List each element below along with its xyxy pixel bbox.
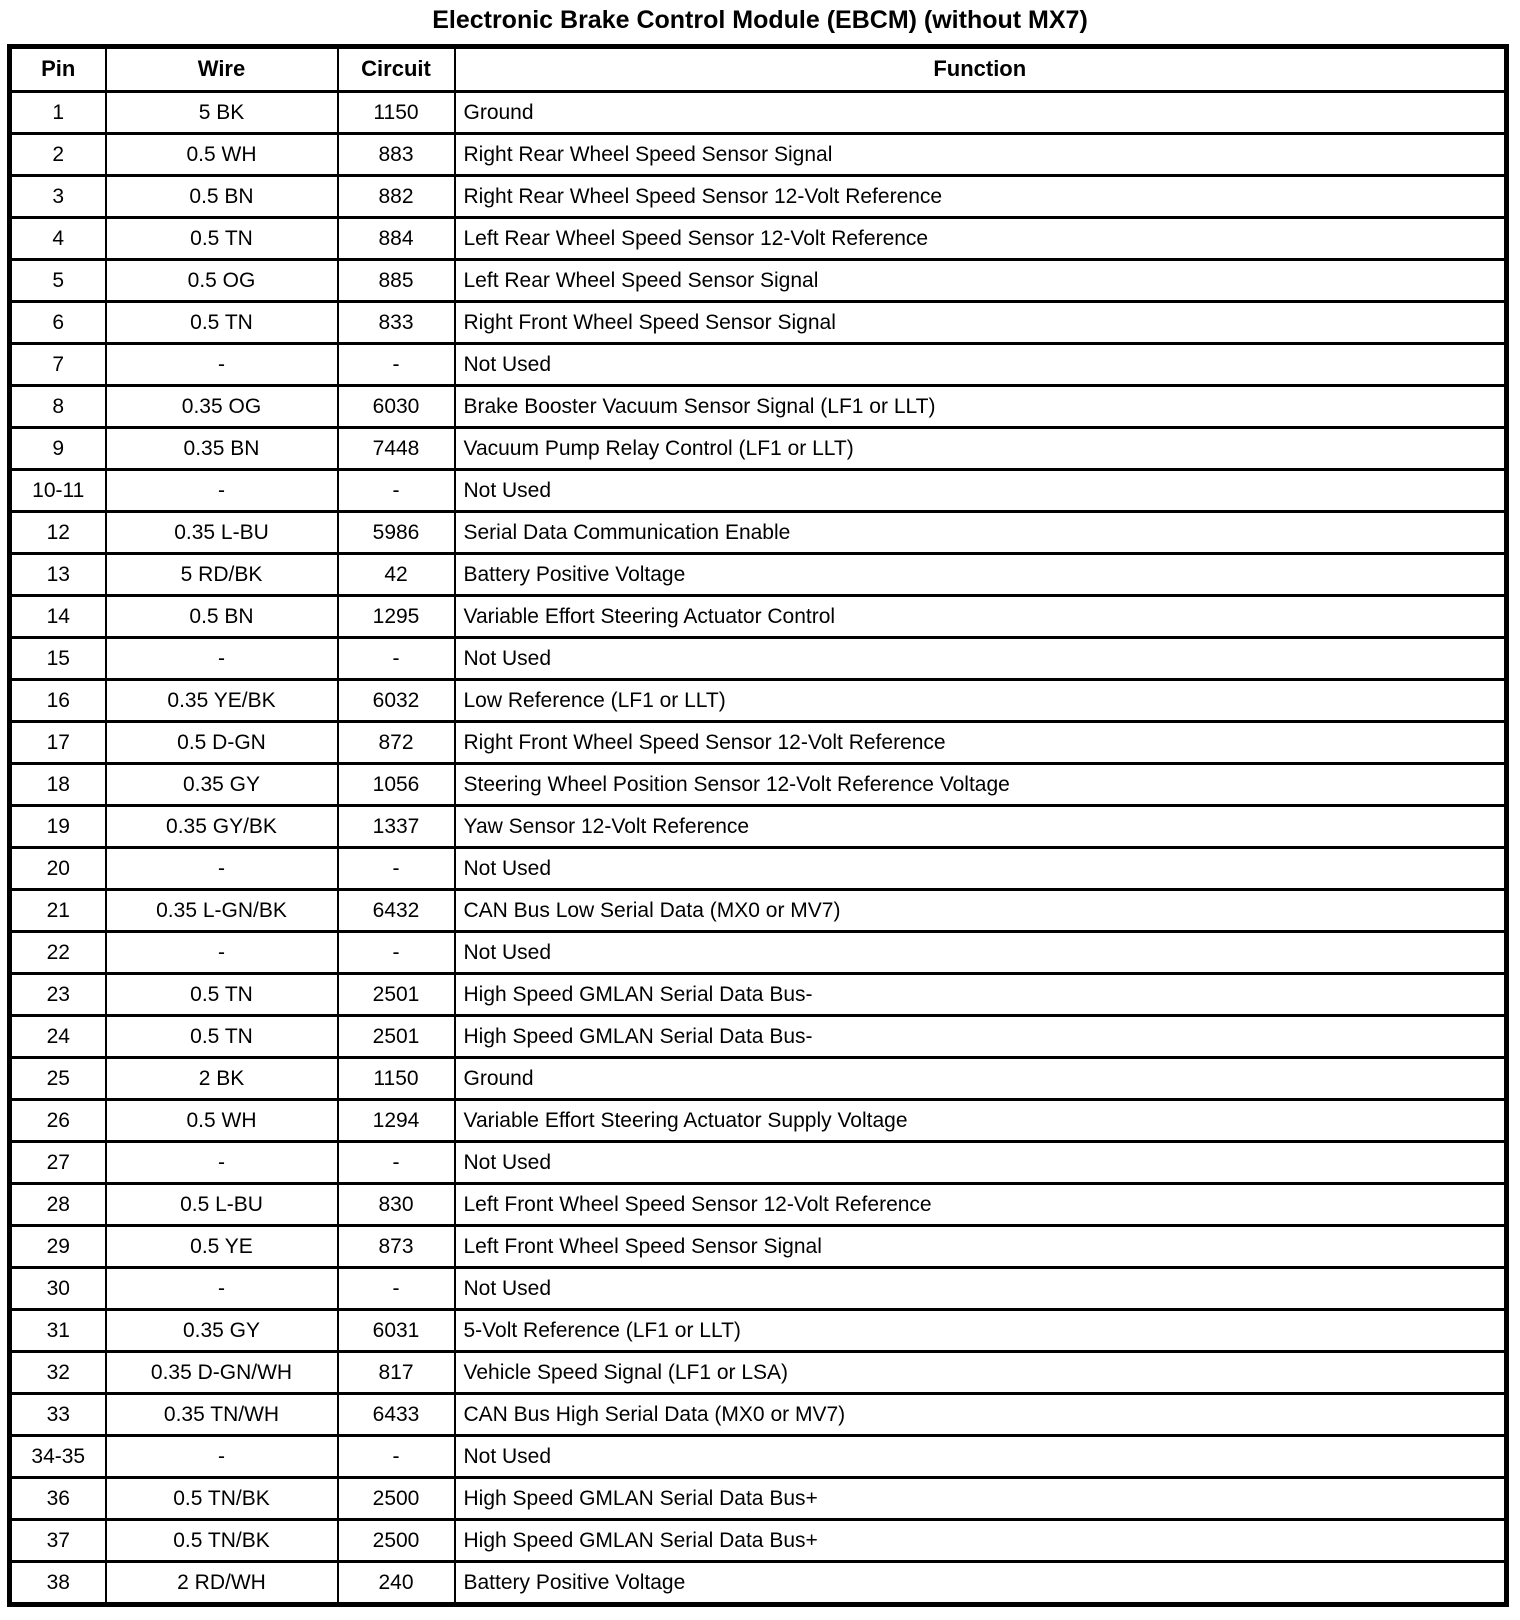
cell-pin: 10-11 — [10, 470, 106, 512]
cell-pin: 9 — [10, 428, 106, 470]
cell-circuit: 240 — [338, 1562, 455, 1605]
cell-wire: 0.35 YE/BK — [106, 680, 338, 722]
column-header-circuit: Circuit — [338, 47, 455, 92]
table-row — [10, 1436, 1507, 1478]
cell-pin: 31 — [10, 1310, 106, 1352]
cell-pin: 6 — [10, 302, 106, 344]
cell-pin: 16 — [10, 680, 106, 722]
table-row — [10, 974, 1507, 1016]
table-row — [10, 1562, 1507, 1605]
cell-function: High Speed GMLAN Serial Data Bus+ — [455, 1520, 1507, 1562]
cell-circuit: 833 — [338, 302, 455, 344]
cell-pin: 30 — [10, 1268, 106, 1310]
cell-wire: 0.35 TN/WH — [106, 1394, 338, 1436]
cell-circuit: - — [338, 1142, 455, 1184]
cell-wire: 0.35 GY — [106, 764, 338, 806]
cell-pin: 23 — [10, 974, 106, 1016]
cell-wire: - — [106, 470, 338, 512]
cell-pin: 4 — [10, 218, 106, 260]
table-row — [10, 1520, 1507, 1562]
table-row — [10, 302, 1507, 344]
table-row — [10, 1352, 1507, 1394]
cell-wire: 5 BK — [106, 92, 338, 134]
cell-pin: 8 — [10, 386, 106, 428]
cell-pin: 21 — [10, 890, 106, 932]
cell-circuit: 6030 — [338, 386, 455, 428]
cell-circuit: 883 — [338, 134, 455, 176]
cell-wire: 0.5 TN — [106, 1016, 338, 1058]
cell-circuit: - — [338, 344, 455, 386]
cell-wire: - — [106, 932, 338, 974]
cell-circuit: 884 — [338, 218, 455, 260]
cell-circuit: - — [338, 848, 455, 890]
cell-pin: 15 — [10, 638, 106, 680]
cell-circuit: 2500 — [338, 1520, 455, 1562]
table-row — [10, 932, 1507, 974]
cell-wire: - — [106, 344, 338, 386]
cell-wire: 0.5 TN/BK — [106, 1520, 338, 1562]
table-row — [10, 1016, 1507, 1058]
cell-function: Left Front Wheel Speed Sensor Signal — [455, 1226, 1507, 1268]
table-row — [10, 176, 1507, 218]
cell-wire: 2 RD/WH — [106, 1562, 338, 1605]
cell-function: High Speed GMLAN Serial Data Bus- — [455, 974, 1507, 1016]
cell-pin: 27 — [10, 1142, 106, 1184]
cell-function: Not Used — [455, 344, 1507, 386]
cell-function: Brake Booster Vacuum Sensor Signal (LF1 or LLT) — [455, 386, 1507, 428]
cell-pin: 14 — [10, 596, 106, 638]
cell-function: Left Front Wheel Speed Sensor 12-Volt Reference — [455, 1184, 1507, 1226]
cell-wire: 0.5 OG — [106, 260, 338, 302]
cell-pin: 12 — [10, 512, 106, 554]
cell-pin: 3 — [10, 176, 106, 218]
table-row — [10, 428, 1507, 470]
cell-function: Not Used — [455, 638, 1507, 680]
table-row — [10, 1184, 1507, 1226]
cell-pin: 29 — [10, 1226, 106, 1268]
cell-function: Left Rear Wheel Speed Sensor 12-Volt Reference — [455, 218, 1507, 260]
cell-pin: 34-35 — [10, 1436, 106, 1478]
cell-pin: 5 — [10, 260, 106, 302]
cell-function: Right Front Wheel Speed Sensor 12-Volt Reference — [455, 722, 1507, 764]
cell-function: Steering Wheel Position Sensor 12-Volt Reference Voltage — [455, 764, 1507, 806]
cell-function: Not Used — [455, 848, 1507, 890]
cell-circuit: 817 — [338, 1352, 455, 1394]
cell-circuit: 873 — [338, 1226, 455, 1268]
cell-function: 5-Volt Reference (LF1 or LLT) — [455, 1310, 1507, 1352]
cell-function: Ground — [455, 92, 1507, 134]
cell-function: Not Used — [455, 1142, 1507, 1184]
table-row — [10, 344, 1507, 386]
table-row — [10, 1142, 1507, 1184]
cell-function: Right Rear Wheel Speed Sensor 12-Volt Reference — [455, 176, 1507, 218]
cell-pin: 20 — [10, 848, 106, 890]
cell-wire: 0.5 YE — [106, 1226, 338, 1268]
cell-circuit: 885 — [338, 260, 455, 302]
cell-function: Variable Effort Steering Actuator Supply Voltage — [455, 1100, 1507, 1142]
cell-wire: 0.5 TN — [106, 974, 338, 1016]
table-row — [10, 1478, 1507, 1520]
cell-wire: 0.35 BN — [106, 428, 338, 470]
cell-function: Right Rear Wheel Speed Sensor Signal — [455, 134, 1507, 176]
cell-circuit: 6032 — [338, 680, 455, 722]
cell-function: Yaw Sensor 12-Volt Reference — [455, 806, 1507, 848]
cell-function: Right Front Wheel Speed Sensor Signal — [455, 302, 1507, 344]
cell-circuit: 2500 — [338, 1478, 455, 1520]
column-header-pin: Pin — [10, 47, 106, 92]
column-header-wire: Wire — [106, 47, 338, 92]
cell-wire: 0.5 TN — [106, 302, 338, 344]
cell-wire: 0.5 L-BU — [106, 1184, 338, 1226]
cell-wire: 0.5 BN — [106, 176, 338, 218]
cell-function: Not Used — [455, 1436, 1507, 1478]
cell-pin: 33 — [10, 1394, 106, 1436]
table-row — [10, 806, 1507, 848]
cell-circuit: 1295 — [338, 596, 455, 638]
cell-wire: 0.5 TN/BK — [106, 1478, 338, 1520]
table-body — [10, 92, 1507, 1605]
table-row — [10, 1058, 1507, 1100]
cell-wire: 2 BK — [106, 1058, 338, 1100]
cell-wire: 0.35 GY/BK — [106, 806, 338, 848]
cell-function: Low Reference (LF1 or LLT) — [455, 680, 1507, 722]
cell-pin: 1 — [10, 92, 106, 134]
cell-wire: 0.35 L-GN/BK — [106, 890, 338, 932]
table-row — [10, 848, 1507, 890]
table-row — [10, 386, 1507, 428]
cell-pin: 7 — [10, 344, 106, 386]
cell-circuit: 1294 — [338, 1100, 455, 1142]
cell-function: High Speed GMLAN Serial Data Bus- — [455, 1016, 1507, 1058]
table-row — [10, 512, 1507, 554]
cell-function: Vacuum Pump Relay Control (LF1 or LLT) — [455, 428, 1507, 470]
cell-pin: 26 — [10, 1100, 106, 1142]
cell-wire: 0.5 D-GN — [106, 722, 338, 764]
table-row — [10, 554, 1507, 596]
cell-wire: 0.5 WH — [106, 134, 338, 176]
cell-pin: 37 — [10, 1520, 106, 1562]
cell-wire: 5 RD/BK — [106, 554, 338, 596]
cell-pin: 25 — [10, 1058, 106, 1100]
pinout-table — [7, 44, 1509, 1607]
cell-wire: 0.5 TN — [106, 218, 338, 260]
cell-circuit: 6031 — [338, 1310, 455, 1352]
cell-circuit: - — [338, 1268, 455, 1310]
cell-circuit: 6433 — [338, 1394, 455, 1436]
cell-wire: - — [106, 848, 338, 890]
cell-pin: 19 — [10, 806, 106, 848]
header-row — [10, 47, 1507, 92]
cell-pin: 2 — [10, 134, 106, 176]
cell-wire: 0.5 BN — [106, 596, 338, 638]
cell-function: Not Used — [455, 470, 1507, 512]
cell-circuit: 1150 — [338, 1058, 455, 1100]
cell-wire: - — [106, 638, 338, 680]
cell-function: Vehicle Speed Signal (LF1 or LSA) — [455, 1352, 1507, 1394]
table-row — [10, 1310, 1507, 1352]
cell-function: High Speed GMLAN Serial Data Bus+ — [455, 1478, 1507, 1520]
cell-function: CAN Bus Low Serial Data (MX0 or MV7) — [455, 890, 1507, 932]
table-row — [10, 680, 1507, 722]
table-row — [10, 470, 1507, 512]
table-row — [10, 134, 1507, 176]
cell-circuit: 5986 — [338, 512, 455, 554]
table-row — [10, 1226, 1507, 1268]
cell-function: Not Used — [455, 932, 1507, 974]
cell-circuit: 882 — [338, 176, 455, 218]
cell-circuit: 42 — [338, 554, 455, 596]
cell-circuit: - — [338, 638, 455, 680]
cell-function: Serial Data Communication Enable — [455, 512, 1507, 554]
table-row — [10, 260, 1507, 302]
table-row — [10, 890, 1507, 932]
cell-circuit: - — [338, 1436, 455, 1478]
cell-pin: 28 — [10, 1184, 106, 1226]
cell-circuit: - — [338, 470, 455, 512]
cell-function: Battery Positive Voltage — [455, 554, 1507, 596]
cell-pin: 36 — [10, 1478, 106, 1520]
cell-circuit: 1056 — [338, 764, 455, 806]
cell-function: Left Rear Wheel Speed Sensor Signal — [455, 260, 1507, 302]
cell-wire: 0.35 OG — [106, 386, 338, 428]
table-row — [10, 1268, 1507, 1310]
cell-function: Variable Effort Steering Actuator Control — [455, 596, 1507, 638]
cell-pin: 13 — [10, 554, 106, 596]
cell-wire: 0.35 L-BU — [106, 512, 338, 554]
cell-circuit: 7448 — [338, 428, 455, 470]
cell-wire: - — [106, 1436, 338, 1478]
cell-wire: - — [106, 1142, 338, 1184]
cell-circuit: 1150 — [338, 92, 455, 134]
cell-wire: 0.35 D-GN/WH — [106, 1352, 338, 1394]
cell-function: CAN Bus High Serial Data (MX0 or MV7) — [455, 1394, 1507, 1436]
table-row — [10, 92, 1507, 134]
cell-pin: 24 — [10, 1016, 106, 1058]
page-title: Electronic Brake Control Module (EBCM) (without MX7) — [432, 6, 1088, 34]
table-row — [10, 218, 1507, 260]
cell-wire: 0.5 WH — [106, 1100, 338, 1142]
cell-circuit: 2501 — [338, 1016, 455, 1058]
cell-circuit: 1337 — [338, 806, 455, 848]
cell-wire: 0.35 GY — [106, 1310, 338, 1352]
cell-circuit: 6432 — [338, 890, 455, 932]
cell-circuit: 830 — [338, 1184, 455, 1226]
cell-pin: 32 — [10, 1352, 106, 1394]
cell-pin: 22 — [10, 932, 106, 974]
table-row — [10, 764, 1507, 806]
cell-circuit: - — [338, 932, 455, 974]
cell-circuit: 872 — [338, 722, 455, 764]
cell-function: Not Used — [455, 1268, 1507, 1310]
cell-pin: 18 — [10, 764, 106, 806]
table-row — [10, 638, 1507, 680]
cell-wire: - — [106, 1268, 338, 1310]
table-row — [10, 1394, 1507, 1436]
column-header-function: Function — [455, 47, 1507, 92]
cell-pin: 38 — [10, 1562, 106, 1605]
cell-function: Battery Positive Voltage — [455, 1562, 1507, 1605]
table-header — [10, 47, 1507, 92]
table-row — [10, 596, 1507, 638]
cell-circuit: 2501 — [338, 974, 455, 1016]
table-row — [10, 1100, 1507, 1142]
cell-pin: 17 — [10, 722, 106, 764]
table-row — [10, 722, 1507, 764]
cell-function: Ground — [455, 1058, 1507, 1100]
